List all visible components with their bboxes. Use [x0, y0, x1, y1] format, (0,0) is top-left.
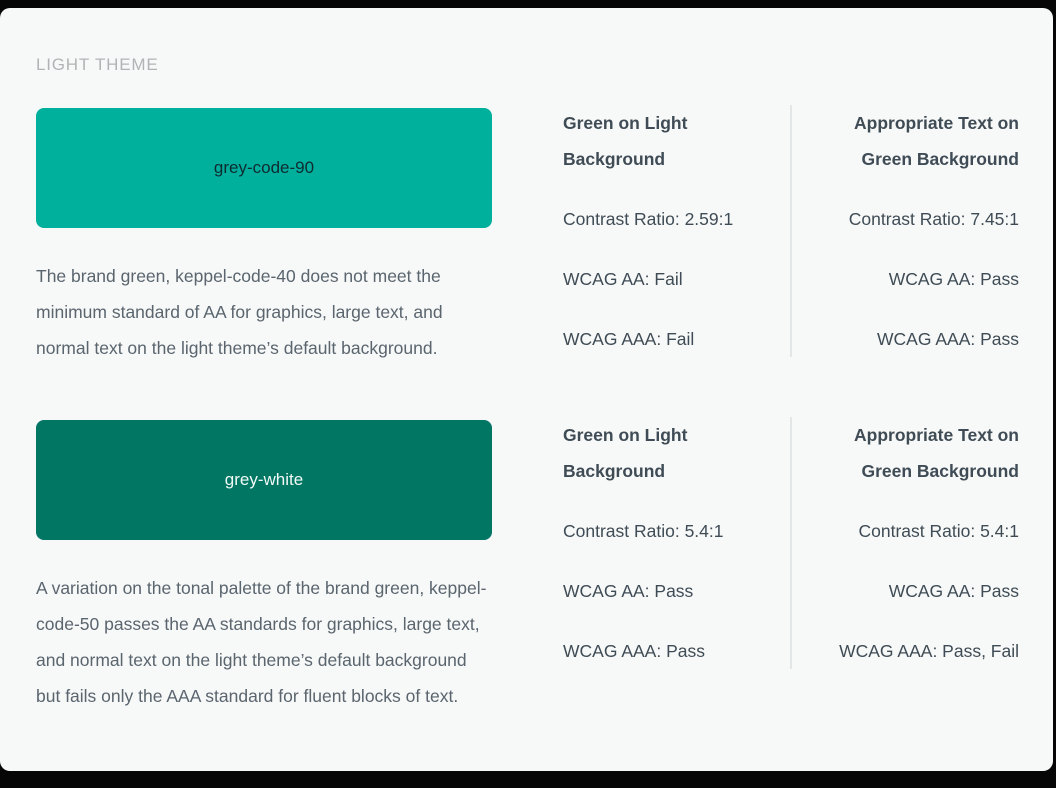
contrast-ratio-value: Contrast Ratio: 2.59:1 — [563, 209, 734, 229]
swatch-column — [36, 417, 492, 714]
wcag-aaa-result: WCAG AAA: Pass — [563, 641, 705, 661]
panel-heading — [563, 417, 790, 489]
contrast-ratio-value: Contrast Ratio: 7.45:1 — [848, 209, 1019, 229]
content-card — [0, 8, 1053, 771]
swatch-description: A variation on the tonal palette of the brand green, keppel-code-50 passes the AA standards for graphics, large text, and normal text on the light theme’s default background but fails only the AAA standard for fluent blocks of text. — [36, 578, 487, 706]
contrast-info — [563, 417, 1019, 669]
panel-heading-line1: Green on Light — [563, 113, 688, 133]
text-on-green-panel — [792, 417, 1019, 669]
contrast-ratio-value: Contrast Ratio: 5.4:1 — [858, 521, 1019, 541]
panel-heading-line1: Appropriate Text on — [854, 113, 1019, 133]
wcag-aa-result: WCAG AA: Fail — [563, 269, 683, 289]
color-swatch-grey-white — [36, 420, 492, 540]
panel-heading — [563, 105, 790, 177]
swatch-column — [36, 105, 492, 366]
wcag-aaa-result: WCAG AAA: Fail — [563, 329, 695, 349]
wcag-aaa-result: WCAG AAA: Pass, Fail — [839, 641, 1019, 661]
panel-heading — [792, 417, 1019, 489]
page-title: LIGHT THEME — [36, 55, 159, 74]
contrast-block-keppel-code-50 — [36, 417, 1019, 714]
panel-heading-line1: Green on Light — [563, 425, 688, 445]
contrast-block-keppel-code-40 — [36, 105, 1019, 366]
panel-heading-line2: Background — [563, 149, 666, 169]
swatch-label: grey-white — [224, 470, 304, 489]
panel-heading-line1: Appropriate Text on — [854, 425, 1019, 445]
swatch-description: The brand green, keppel-code-40 does not meet the minimum standard of AA for graphics, large text, and normal text on the light theme’s default background. — [36, 266, 443, 358]
contrast-info — [563, 105, 1019, 357]
panel-heading — [792, 105, 1019, 177]
green-on-light-panel — [563, 105, 790, 357]
contrast-ratio-value: Contrast Ratio: 5.4:1 — [563, 521, 724, 541]
green-on-light-panel — [563, 417, 790, 669]
panel-heading-line2: Background — [563, 461, 666, 481]
color-swatch-grey-code-90 — [36, 108, 492, 228]
wcag-aa-result: WCAG AA: Pass — [888, 581, 1019, 601]
swatch-label: grey-code-90 — [213, 158, 315, 177]
wcag-aa-result: WCAG AA: Pass — [888, 269, 1019, 289]
panel-heading-line2: Green Background — [861, 461, 1019, 481]
wcag-aaa-result: WCAG AAA: Pass — [877, 329, 1019, 349]
wcag-aa-result: WCAG AA: Pass — [563, 581, 694, 601]
panel-heading-line2: Green Background — [861, 149, 1019, 169]
text-on-green-panel — [792, 105, 1019, 357]
